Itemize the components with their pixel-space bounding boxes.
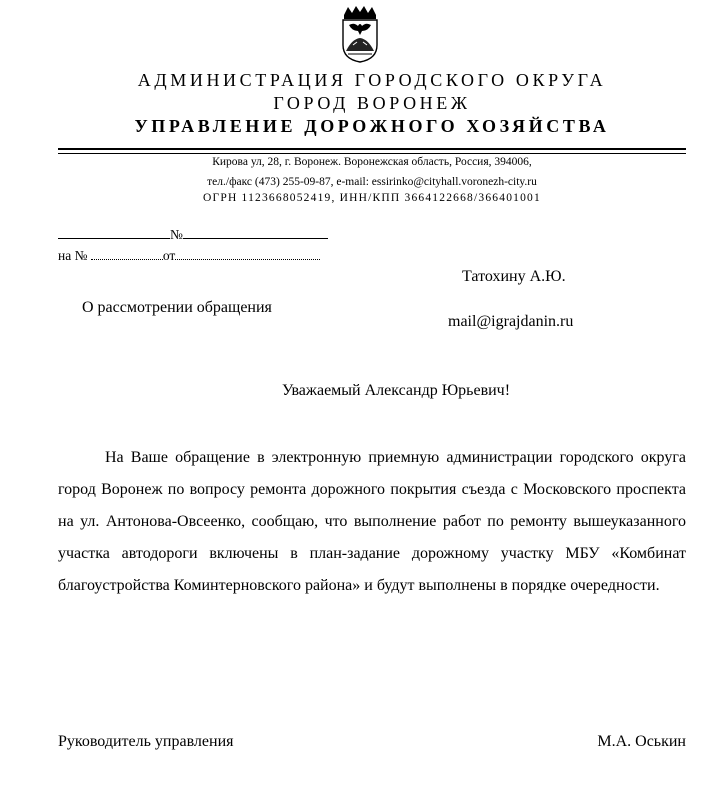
address-line: Кирова ул, 28, г. Воронеж. Воронежская область, Россия, 394006, xyxy=(212,156,532,168)
outgoing-number-field xyxy=(58,226,328,243)
recipient-name: Татохину А.Ю. xyxy=(462,268,566,285)
date-blank-line xyxy=(58,226,170,239)
letter-body: На Ваше обращение в электронную приемную администрации городского округа город Воронеж по вопросу ремонта дорожного покрытия съезда с Московского проспекта на ул. Антонова-Овсеенко, сообщаю, что выполнение работ по ремонту вышеуказанного участка автодороги включены в план-задание дорожному участку МБУ «Комбинат благоустройства Коминтерновского района» и будут выполнены в порядке очередности. xyxy=(58,449,686,594)
organization-line-1: АДМИНИСТРАЦИЯ ГОРОДСКОГО ОКРУГА xyxy=(137,70,607,90)
header-divider-thick xyxy=(58,148,686,150)
signatory-name: М.А. Оськин xyxy=(597,733,686,750)
header-divider-thin xyxy=(58,153,686,154)
registration-ids-line: ОГРН 1123668052419, ИНН/КПП 3664122668/366401001 xyxy=(203,192,541,204)
number-blank-line xyxy=(183,226,328,239)
from-label: от xyxy=(162,248,176,263)
signatory-title: Руководитель управления xyxy=(58,733,234,750)
voronezh-coat-of-arms-icon xyxy=(338,5,382,63)
reply-date-blank-line xyxy=(175,247,320,260)
reply-prefix: на № xyxy=(58,248,88,263)
reply-reference-field xyxy=(58,247,320,264)
organization-line-2: ГОРОД ВОРОНЕЖ xyxy=(273,93,471,113)
letter-subject: О рассмотрении обращения xyxy=(82,299,272,316)
reply-number-blank-line xyxy=(91,247,163,260)
phone-email-line: тел./факс (473) 255-09-87, e-mail: essirinko@cityhall.voronezh-city.ru xyxy=(207,176,537,188)
department-name: УПРАВЛЕНИЕ ДОРОЖНОГО ХОЗЯЙСТВА xyxy=(134,116,610,136)
greeting: Уважаемый Александр Юрьевич! xyxy=(281,382,511,399)
recipient-email: mail@igrajdanin.ru xyxy=(448,313,574,330)
number-sign: № xyxy=(170,227,183,242)
